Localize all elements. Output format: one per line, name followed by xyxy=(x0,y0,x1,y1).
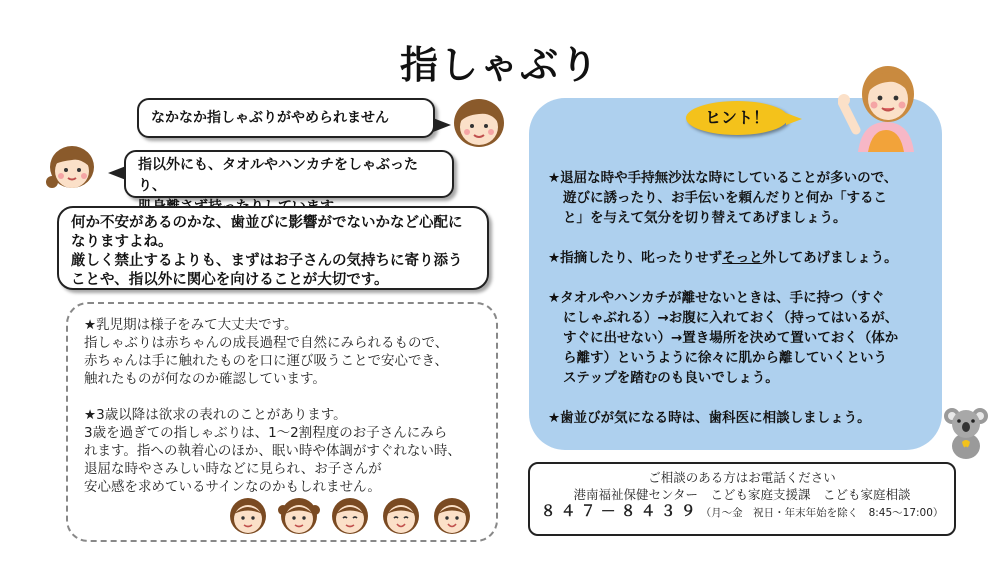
mother-face-icon xyxy=(452,96,506,148)
advice-box xyxy=(57,206,489,290)
child-face-icon xyxy=(42,140,100,196)
children-faces-icon xyxy=(228,496,476,536)
hint-item-boredom xyxy=(548,168,928,228)
info-paragraph-infant xyxy=(84,316,480,388)
contact-line-1: ご相談のある方はお電話ください xyxy=(648,470,836,485)
hint-line: すぐに出せない）→置き場所を決めて置いておく（体か xyxy=(563,330,899,346)
info-line: 安心感を求めているサインなのかもしれません。 xyxy=(84,479,381,495)
hint-line: ら離す）というように徐々に肌から離していくという xyxy=(563,350,887,366)
hint-text xyxy=(548,168,928,448)
worry-bubble-1 xyxy=(137,98,435,138)
worry-text-1: なかなか指しゃぶりがやめられません xyxy=(151,110,389,126)
hint-item-gently xyxy=(548,248,928,268)
hint-label: ヒント！ xyxy=(686,101,788,135)
contact-phone: ８４７－８４３９ xyxy=(540,502,701,520)
hint-line: ★退屈な時や手持無沙汰な時にしていることが多いので、 xyxy=(548,170,898,186)
info-line: 指しゃぶりは赤ちゃんの成長過程で自然にみられるもので、 xyxy=(84,335,449,351)
worry-text-2a: 指以外にも、タオルやハンカチをしゃぶったり、 xyxy=(138,157,418,194)
info-paragraph-age3 xyxy=(84,406,480,496)
contact-line-2: 港南福祉保健センター こども家庭支援課 こども家庭相談 xyxy=(573,487,911,502)
hint-line: 外してあげましょう。 xyxy=(762,250,898,266)
info-line: れます。指への執着心のほか、眠い時や体調がすぐれない時、 xyxy=(84,443,461,459)
hint-line: ★タオルやハンカチが離せないときは、手に持つ（すぐ xyxy=(548,290,885,306)
hint-line: 遊びに誘ったり、お手伝いを頼んだりと何か「するこ xyxy=(563,190,887,206)
hint-item-dentist xyxy=(548,408,928,428)
advice-line: 何か不安があるのかな、歯並びに影響がでないかなど心配に xyxy=(71,215,463,231)
info-line: ★3歳以降は欲求の表れのことがあります。 xyxy=(84,407,347,423)
info-line: 3歳を過ぎての指しゃぶりは、1～2割程度のお子さんにみら xyxy=(84,425,448,441)
hint-underlined: そっと xyxy=(722,250,763,266)
advice-line: なりますよね。 xyxy=(71,234,173,250)
hint-line: ★歯並びが気になる時は、歯科医に相談しましょう。 xyxy=(548,410,871,426)
page-title: 指しゃぶり xyxy=(399,43,600,87)
worry-bubble-2 xyxy=(124,150,454,198)
koala-icon xyxy=(944,404,988,460)
contact-hours: （月～金 祝日・年末年始を除く 8:45～17:00） xyxy=(700,507,944,519)
info-line: 退屈な時やさみしい時などに見られ、お子さんが xyxy=(84,461,382,477)
advice-line: 厳しく禁止するよりも、まずはお子さんの気持ちに寄り添う xyxy=(71,253,463,269)
info-line: 赤ちゃんは手に触れたものを口に運び吸うことで安心でき、 xyxy=(84,353,448,369)
info-line: ★乳児期は様子をみて大丈夫です。 xyxy=(84,317,298,333)
advice-line: ことや、指以外に関心を向けることが大切です。 xyxy=(71,272,389,288)
info-line: 触れたものが何なのか確認しています。 xyxy=(84,371,326,387)
hint-line: にしゃぶれる）→お腹に入れておく（持ってはいるが、 xyxy=(563,310,899,326)
hint-line: ステップを踏むのも良いでしょう。 xyxy=(563,370,779,386)
hint-line: と」を与えて気分を切り替えてあげましょう。 xyxy=(563,210,847,226)
contact-box xyxy=(528,462,956,536)
hint-item-towel xyxy=(548,288,928,388)
waving-woman-icon xyxy=(838,56,934,152)
hint-line: ★指摘したり、叱ったりせず xyxy=(548,250,723,266)
